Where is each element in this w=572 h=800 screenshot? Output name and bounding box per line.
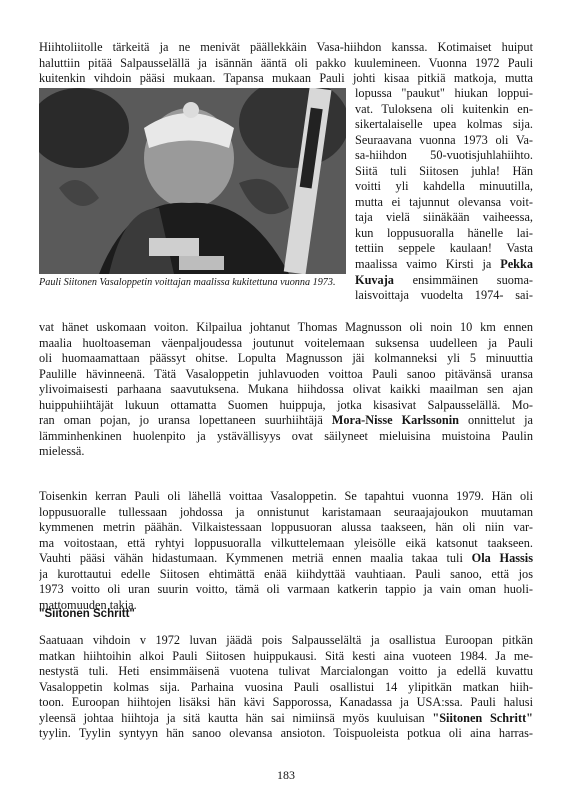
text-line: mutta ei tajunnut olevansa voit- (355, 194, 533, 209)
text-line: Toisenkin kerran Pauli oli lähellä voittaa Vasaloppetin. Se tapahtui vuonna 1979. Hän oli (39, 489, 533, 503)
text-line: kymmenen metrin päähän. Vilkaistessaan loppusuoran alussa taakseen, hän oli niin var- (39, 520, 533, 534)
text-line: tyylin. Tyylin syntyyn hän sanoo olevansa ansioton. Toispuoleista potkua oli aina harras- (39, 726, 533, 740)
skier-photo (39, 88, 346, 274)
text-line: ma voitostaan, että ryhtyi loppusuoralla vilkuttelemaan yleisölle eikä katsonut taakseen. (39, 535, 533, 550)
style-name: "Siitonen Schritt" (432, 710, 533, 725)
text-line: loppusuoralle tullessaan johdossa ja onnistunut karistamaan seuraajajoukon muutaman (39, 504, 533, 519)
text-line (355, 257, 533, 273)
text-line (39, 413, 533, 429)
text-line: vat. Tuloksena oli kuitenkin en- (355, 101, 533, 116)
text-line: voitti yli kahdella minuutilla, (355, 179, 533, 194)
text-line: Seuraavana vuonna 1973 oli Va- (355, 132, 533, 147)
text-run: ran oman pojan, jo uransa lopettaneen suurhiihtäjä (39, 413, 332, 427)
paragraph-victory (39, 320, 533, 460)
photo-illustration (39, 88, 346, 274)
text-line: taja vielä siinäkään vaiheessa, (355, 210, 533, 225)
paragraph-1979 (39, 489, 533, 613)
text-line: Vasaloppetin kolmas sija. Parhaina vuosina Pauli osallistui 14 ylipitkän matkan hiih- (39, 679, 533, 694)
text-line: Saatuaan vihdoin v 1972 luvan jäädä pois Salpausselältä ja osallistua Euroopan pitkän (39, 633, 533, 647)
text-run: ensimmäinen suoma- (393, 272, 533, 287)
text-line: haluttiin pitää Salpausselällä ja isännän ääntä oli pakko kuulemineen. Vuonna 1972 Pauli (39, 55, 533, 70)
text-line: laisvoittaja vuodelta 1974- sai- (355, 288, 533, 303)
paragraph-intro (39, 40, 533, 87)
wrapped-text-column (355, 86, 533, 304)
text-line: lopussa "paukut" hiukan loppui- (355, 86, 533, 100)
person-name: Mora-Nisse Karlssonin (331, 413, 459, 427)
section-heading: "Siitonen Schritt" (39, 608, 135, 620)
text-line: mattomuuden takia. (39, 597, 137, 612)
text-line: vat hänet uskomaan voiton. Kilpailua johtanut Thomas Magnusson oli noin 10 km ennen (39, 320, 533, 334)
text-line: oli huomaamattaan päässyt ohitse. Lopulta Magnusson jäi kolmanneksi yli 5 minuuttia (39, 351, 533, 365)
text-line (39, 551, 533, 567)
person-name: Ola Hassis (471, 551, 533, 565)
text-line: 1973 voitto oli uran suurin voitto, tämä oli varmaan katkerin tappio ja vain oman huoli- (39, 582, 533, 596)
text-line: ja kurottautui edelle Siitosen ehtimättä enää kiihdyttää vauhtiaan. Pauli sanoo, että jos (39, 566, 533, 581)
text-line: toon. Euroopan hiihtojen lisäksi hän kävi Sapporossa, Kanadassa ja USA:ssa. Pauli halusi (39, 695, 533, 709)
page-number: 183 (277, 768, 295, 782)
text-line: lämminhenkinen huolenpito ja ystävällisyys ovat säilyneet mieluisina muistoina Paulin (39, 428, 533, 443)
text-line (355, 273, 533, 289)
text-line: matkan hiihtoihin alkoi Pauli Siitosen huippukausi. Sitä kesti aina vuoteen 1984. Ja me- (39, 648, 533, 663)
text-line: mielessä. (39, 444, 85, 458)
text-line: sikertalaiselle upea kolmas sija. (355, 117, 533, 132)
text-line: nestystä tuli. Heti ensimmäisenä vuotena tulivat Marcialongan voitto ja edellä kuvattu (39, 664, 533, 678)
paragraph-schritt (39, 633, 533, 742)
photo-caption: Pauli Siitonen Vasaloppetin voittajan maalissa kukitettuna vuonna 1973. (39, 277, 336, 288)
text-line: maalia huoltoaseman väenpaljoudessa joutunut voitelemaan suksensa uudelleen ja Pauli (39, 335, 533, 350)
person-name: Pekka (500, 257, 533, 272)
text-line: Paulille hävinneenä. Tätä Vasaloppetin juhlavuoden voittoa Pauli sanoo pitävänsä uransa (39, 366, 533, 381)
text-line: ylivoimaisesti parhaana saavutuksena. Mukana hiihdossa olivat kaikki maailman sen ajan (39, 382, 533, 396)
text-line: Siitä tuli Siitosen juhla! Hän (355, 163, 533, 178)
text-line: huippuhiihtäjät lukuun ottamatta Suomen huippuja, jotka kisasivat Salpausselällä. Mo- (39, 397, 533, 412)
text-run: Vauhti pääsi vähän hidastumaan. Kymmenen metriä ennen maalia takaa tuli (39, 551, 472, 565)
text-run: yleensä johtaa hiihtoja ja sitä kautta hän sai nimiinsä myös kuuluisan (39, 710, 433, 725)
text-run: onnittelut ja (458, 413, 533, 427)
person-name: Kuvaja (355, 272, 394, 287)
text-line: Hiihtoliitolle tärkeitä ja ne menivät päällekkäin Vasa-hiihdon kanssa. Kotimaiset huiput (39, 40, 533, 54)
text-line: sa-hiihdon 50-vuotisjuhlahiihto. (355, 148, 533, 163)
text-line: kuitenkin vihdoin pääsi mukaan. Tapansa mukaan Pauli johti kisaa pitkiä matkoja, mutta (39, 71, 533, 85)
text-run: maalissa vaimo Kirsti ja (355, 257, 501, 272)
text-line: kun loppusuoralla hänelle lai- (355, 225, 533, 240)
text-line: tettiin seppele kaulaan! Vasta (355, 241, 533, 256)
text-line (39, 711, 533, 727)
